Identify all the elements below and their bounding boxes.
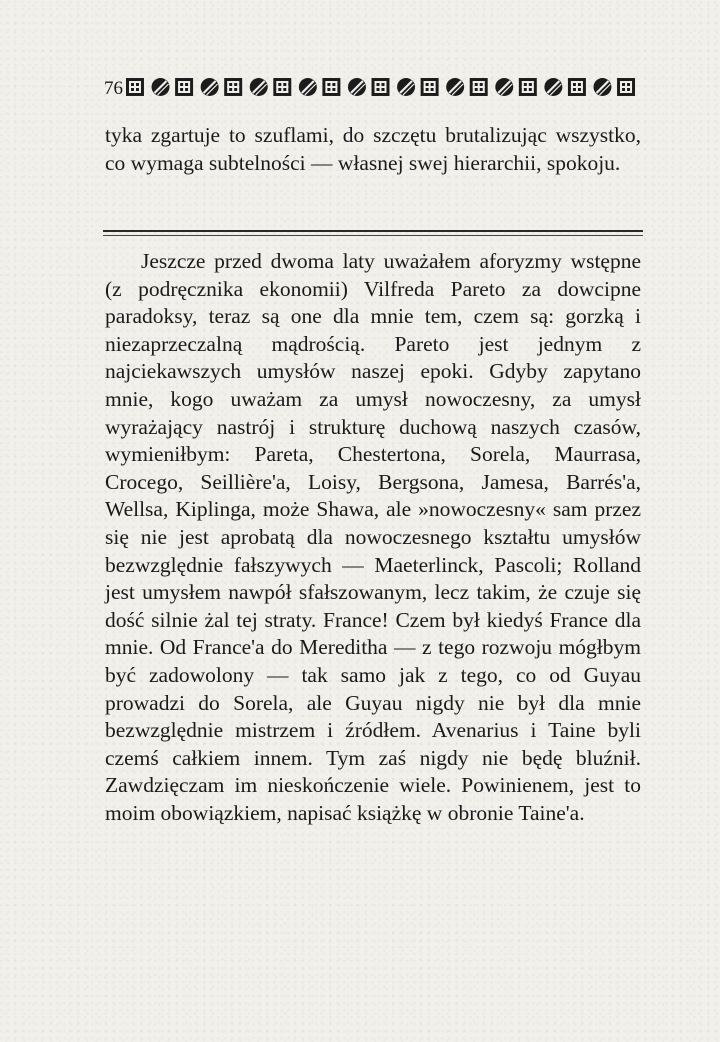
ornament-square-icon <box>617 78 635 96</box>
ornament-circle-icon <box>544 78 562 96</box>
ornament-circle-icon <box>152 78 170 96</box>
ornament-square-icon <box>224 78 242 96</box>
ornament-square-icon <box>568 78 586 96</box>
ornament-circle-icon <box>593 78 611 96</box>
page-header <box>104 72 642 98</box>
ornament-square-icon <box>470 78 488 96</box>
ornament-circle-icon <box>397 78 415 96</box>
continued-paragraph: tyka zgartuje to szuflami, do szczętu brutalizując wszystko, co wymaga subtelności — własnej swej hierarchii, spokoju. <box>105 123 641 175</box>
ornament-circle-icon <box>495 78 513 96</box>
ornament-square-icon <box>372 78 390 96</box>
ornament-square-icon <box>322 78 340 96</box>
ornament-pattern-icon <box>125 76 642 98</box>
page-number: 76 <box>104 78 123 99</box>
ornament-square-icon <box>175 78 193 96</box>
ornament-circle-icon <box>299 78 317 96</box>
ornament-square-icon <box>126 78 144 96</box>
ornament-circle-icon <box>250 78 268 96</box>
paragraph-text: Jeszcze przed dwoma laty uważałem aforyzmy wstępne (z podręcznika ekonomii) Vilfreda Pareto za dowcipne paradoksy, teraz są one dla mnie tem, czem są: gorzką i niezaprzeczalną mądrością. Pareto jest jednym z najciekawszych umysłów naszej epoki. Gdyby zapytano mnie, kogo uważam za umysł nowoczesny, za umysł wyrażający nastrój i strukturę duchową naszych czasów, wymieniłbym: Pareta, Chestertona, Sorela, Maurrasa, Crocego, Seillière'a, Loisy, Bergsona, Jamesa, Barrés'a, Wellsa, Kiplinga, może Shawa, ale »nowoczesny« sam przez się nie jest aprobatą dla nowoczesnego kształtu umysłów bezwzględnie fałszywych — Maeterlinck, Pascoli; Rolland jest umysłem nawpół sfałszowanym, lecz takim, że czuje się dość silnie żal tej straty. France! Czem był kiedyś France dla mnie. Od France'a do Mereditha — z tego rozwoju mógłbym być zadowolony — tak samo jak z tego, co od Guyau prowadzi do Sorela, ale Guyau nigdy nie był dla mnie bezwzględnie mistrzem i źródłem. Avenarius i Taine byli czemś całkiem innem. Tym zaś nigdy nie będę bluźnił. Zawdzięczam im nieskończenie wiele. Powinienem, jest to moim obowiązkiem, napisać książkę w obronie Taine'a. <box>105 249 641 825</box>
ornament-square-icon <box>421 78 439 96</box>
section-divider <box>103 230 643 238</box>
ornament-circle-icon <box>201 78 219 96</box>
ornament-border <box>125 76 642 98</box>
ornament-circle-icon <box>348 78 366 96</box>
body-paragraph <box>105 248 641 827</box>
ornament-square-icon <box>519 78 537 96</box>
ornament-circle-icon <box>446 78 464 96</box>
ornament-square-icon <box>273 78 291 96</box>
